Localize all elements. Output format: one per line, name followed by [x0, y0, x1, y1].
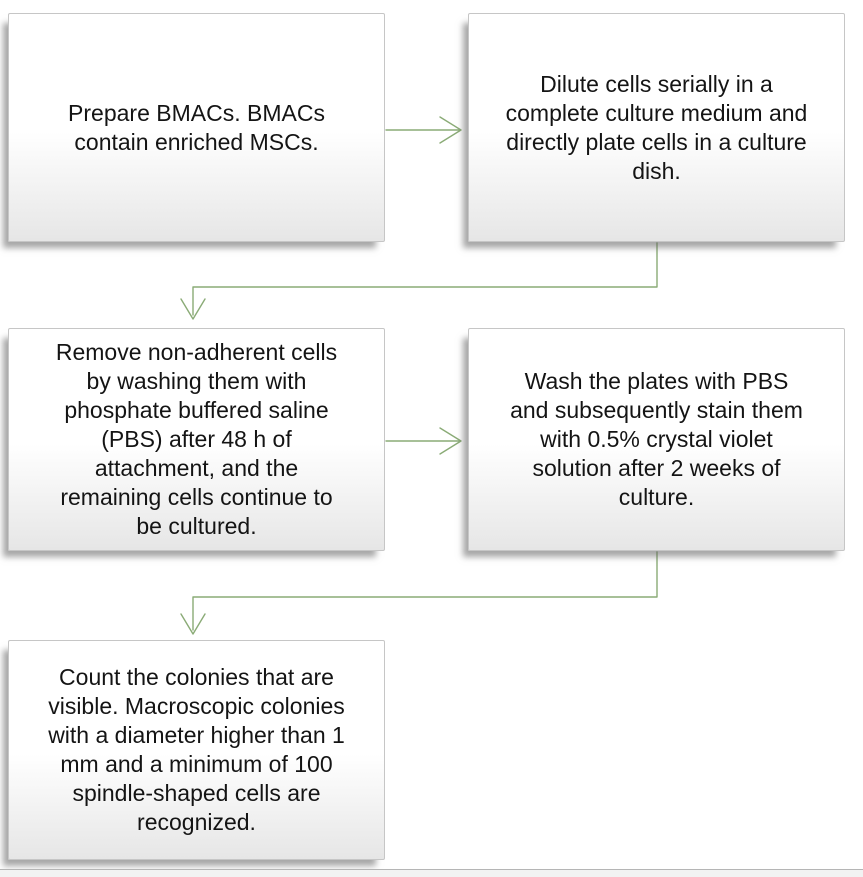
step-box-5	[8, 640, 385, 860]
step-box-3	[8, 328, 385, 551]
step-box-4	[468, 328, 845, 551]
step-text-1: Prepare BMACs. BMACs contain enriched MSCs.	[68, 99, 325, 155]
down-arrowhead-icon	[181, 299, 205, 319]
step-text-3: Remove non-adherent cells by washing them with phosphate buffered saline (PBS) after 48 h of attachment, and the remaining cells continue to be cultured.	[55, 339, 338, 539]
connector-line	[193, 552, 657, 630]
step-box-2	[468, 13, 845, 242]
step-text-4: Wash the plates with PBS and subsequently stain them with 0.5% crystal violet solution after 2 weeks of culture.	[510, 368, 803, 510]
connector-step4-step5	[181, 552, 657, 634]
step-box-1	[8, 13, 385, 242]
connector-step1-step2	[386, 117, 461, 143]
right-arrowhead-icon	[440, 117, 461, 143]
connector-line	[193, 243, 657, 315]
connector-step2-step3	[181, 243, 657, 319]
step-text-2: Dilute cells serially in a complete culture medium and directly plate cells in a culture dish.	[505, 70, 808, 184]
connector-step3-step4	[386, 428, 461, 454]
right-arrowhead-icon	[440, 428, 461, 454]
down-arrowhead-icon	[181, 614, 205, 634]
bottom-strip	[0, 869, 863, 877]
step-text-5: Count the colonies that are visible. Macroscopic colonies with a diameter higher than 1 mm and a minimum of 100 spindle-shaped cells are recognized.	[48, 664, 345, 835]
